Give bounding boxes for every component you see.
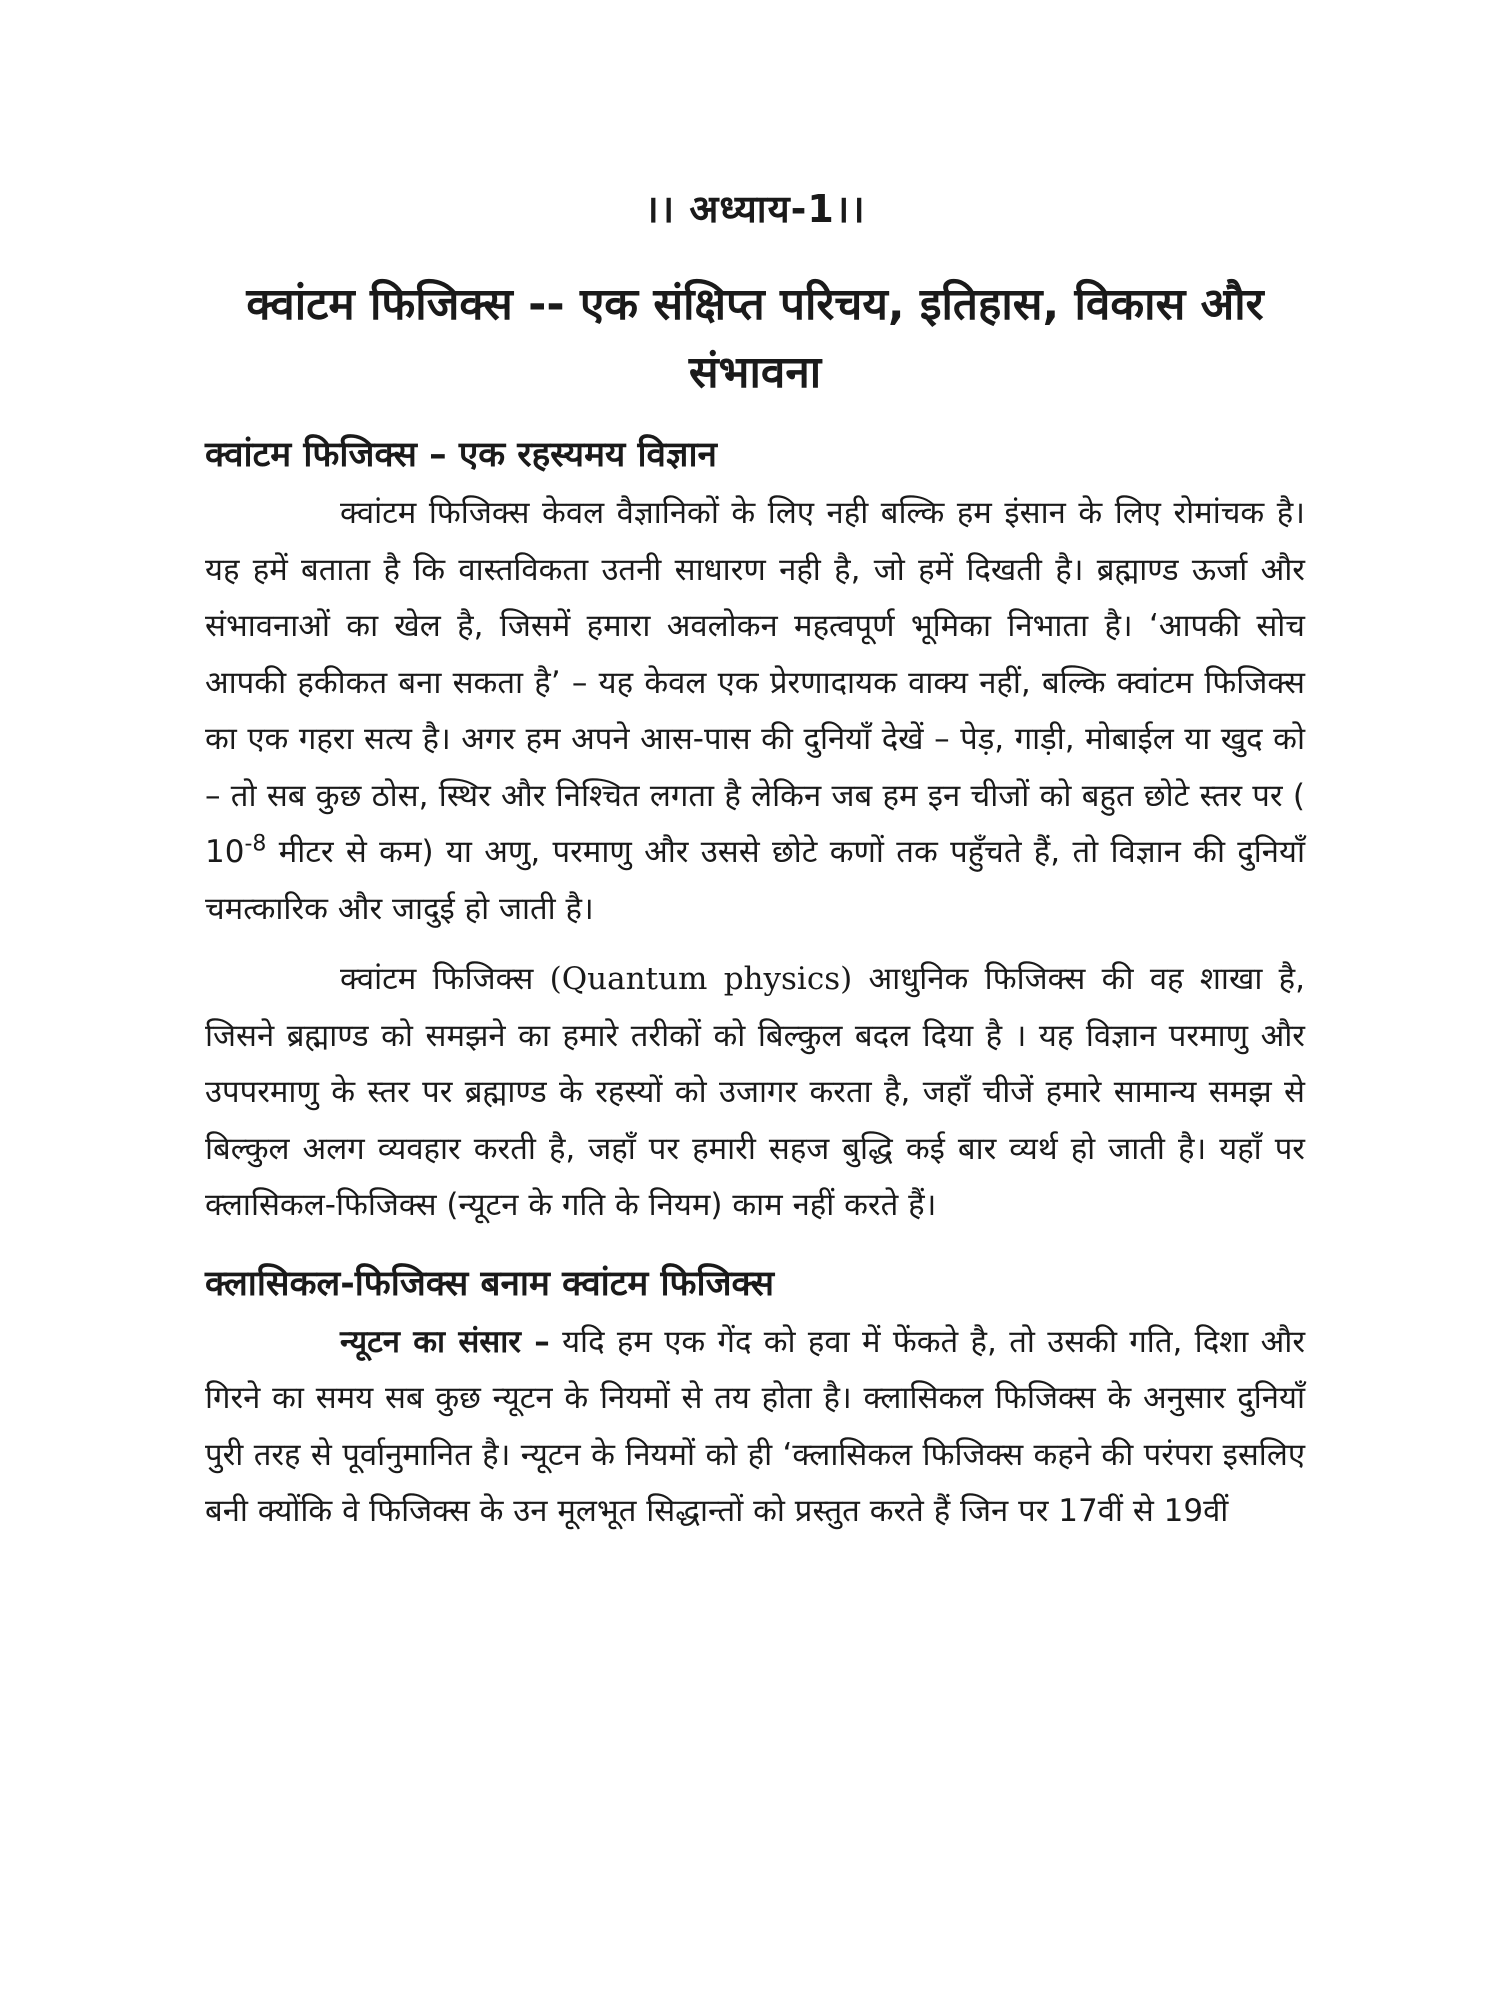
paragraph-definition-text: क्वांटम फिजिक्स [340, 961, 550, 997]
paragraph-definition-text-cont: आधुनिक फिजिक्स की वह शाखा है, जिसने ब्रह्माण्ड को समझने का हमारे तरीकों को बिल्कुल बदल दिया है । यह विज्ञान परमाणु और उपपरमाणु के स्तर पर ब्रह्माण्ड के रहस्यों को उजागर करता है, जहाँ चीजें हमारे सामान्य समझ से बिल्कुल अलग व्यवहार करती है, जहाँ पर हमारी सहज बुद्धि कई बार व्यर्थ हो जाती है। यहाँ पर क्लासिकल-फिजिक्स (न्यूटन के गति के नियम) काम नहीं करते हैं। [205, 961, 1305, 1223]
exponent: -8 [244, 831, 267, 857]
paragraph-intro [205, 485, 1305, 937]
paragraph-intro-text-cont: मीटर से कम) या अणु, परमाणु और उससे छोटे कणों तक पहुँचते हैं, तो विज्ञान की दुनियाँ चमत्कारिक और जादुई हो जाती है। [205, 834, 1305, 927]
section-heading-quantum-mystery: क्वांटम फिजिक्स – एक रहस्यमय विज्ञान [205, 435, 717, 475]
paragraph-newton-text: यदि हम एक गेंद को हवा में फेंकते है, तो उसकी गति, दिशा और गिरने का समय सब कुछ न्यूटन के नियमों से तय होता है। क्लासिकल फिजिक्स के अनुसार दुनियाँ पुरी तरह से पूर्वानुमानित है। न्यूटन के नियमों को ही ‘क्लासिकल फिजिक्स कहने की परंपरा इसलिए बनी क्योंकि वे फिजिक्स के उन मूलभूत सिद्धान्तों को प्रस्तुत करते हैं जिन पर 17वीं से 19वीं [205, 1323, 1305, 1529]
english-term: (Quantum physics) [549, 961, 853, 997]
paragraph-definition [205, 951, 1305, 1234]
chapter-label: ।। अध्याय-1।। [644, 187, 866, 231]
paragraph-intro-text: क्वांटम फिजिक्स केवल वैज्ञानिकों के लिए नही बल्कि हम इंसान के लिए रोमांचक है। यह हमें बताता है कि वास्तविकता उतनी साधारण नही है, जो हमें दिखती है। ब्रह्माण्ड ऊर्जा और संभावनाओं का खेल है, जिसमें हमारा अवलोकन महत्वपूर्ण भूमिका निभाता है। ‘आपकी सोच आपकी हकीकत बना सकता है’ – यह केवल एक प्रेरणादायक वाक्य नहीं, बल्कि क्वांटम फिजिक्स का एक गहरा सत्य है। अगर हम अपने आस-पास की दुनियाँ देखें – पेड़, गाड़ी, मोबाईल या खुद को – तो सब कुछ ठोस, स्थिर और निश्चित लगता है लेकिन जब हम इन चीजों को बहुत छोटे स्तर पर ( 10 [205, 495, 1305, 870]
document-page [205, 185, 1305, 1540]
paragraph-newton-lead: न्यूटन का संसार – [340, 1323, 550, 1360]
section-heading-classical-vs-quantum: क्लासिकल-फिजिक्स बनाम क्वांटम फिजिक्स [205, 1263, 775, 1304]
chapter-title: क्वांटम फिजिक्स -- एक संक्षिप्त परिचय, इतिहास, विकास और संभावना [246, 279, 1264, 398]
paragraph-newton [205, 1314, 1305, 1540]
